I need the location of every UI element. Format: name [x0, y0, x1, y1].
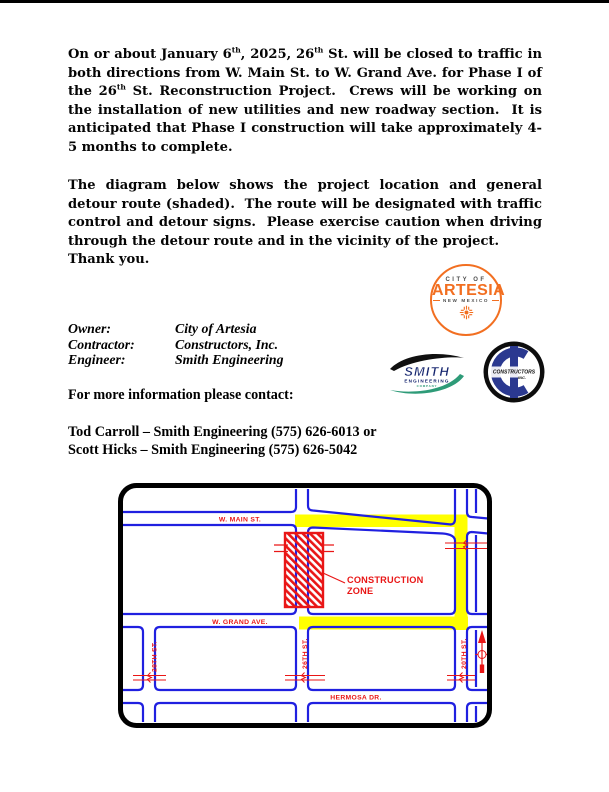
page-top-border	[0, 0, 609, 3]
contact-line-1: Tod Carroll – Smith Engineering (575) 626-6013 or	[68, 424, 377, 440]
party-row-engineer	[68, 352, 284, 368]
detour-paragraph	[68, 177, 542, 270]
project-parties	[68, 321, 284, 368]
contact-lines	[68, 423, 377, 459]
party-row-owner	[68, 321, 284, 337]
label-28th-st: 28TH ST.	[151, 641, 159, 672]
label-w-grand-ave: W. GRAND AVE.	[212, 619, 268, 626]
label-26th-st: 26TH ST.	[302, 638, 309, 669]
constructors-inc-logo	[482, 340, 546, 404]
break-26th-st	[285, 673, 325, 683]
constructors-logo-name: CONSTRUCTORS	[492, 369, 536, 376]
label-20th-st: 20TH ST.	[461, 638, 468, 669]
smith-logo-company: COMPANY	[416, 384, 438, 388]
break-28th-st	[133, 673, 166, 683]
smith-logo-name: SMITH	[404, 364, 450, 379]
detour-20th-st-segment	[455, 515, 468, 631]
zia-sun-icon	[459, 305, 474, 320]
party-row-contractor	[68, 337, 284, 353]
contact-heading: For more information please contact:	[68, 387, 294, 403]
construction-zone-label-line2: ZONE	[347, 586, 374, 596]
constructors-logo-inc: INC.	[518, 375, 526, 380]
smith-engineering-logo	[386, 349, 468, 399]
label-hermosa-dr: HERMOSA DR.	[330, 694, 382, 702]
party-label: Owner:	[68, 321, 111, 336]
city-of-artesia-logo	[430, 264, 506, 336]
artesia-logo-newmexico: NEW MEXICO	[432, 298, 500, 303]
north-arrow-icon	[476, 630, 489, 673]
artesia-logo-cityof: CITY OF	[445, 277, 487, 283]
party-value: Smith Engineering	[175, 352, 284, 368]
closure-paragraph: On or about January 6th, 2025, 26th St. will be closed to traffic in both directions from W. Main St. to W. Grand Ave. for Phase I of the 26th St. Reconstruction Project. Crews will be working on the installation of new utilities and new roadway section. It is anticipated that Phase I construction will take approximately 4-5 months to complete.	[68, 45, 542, 155]
thank-you-line: Thank you.	[68, 252, 150, 268]
party-label: Engineer:	[68, 352, 126, 368]
artesia-logo-name: ARTESIA	[432, 282, 506, 299]
detour-map-svg	[118, 483, 492, 728]
party-value: City of Artesia	[175, 321, 257, 336]
zone-leader-line	[323, 573, 345, 583]
detour-paragraph-text: The diagram below shows the project location and general detour route (shaded). The route will be designated with traffic control and detour signs. Please exercise caution when driving through the detour route and in the vicinity of the project.	[68, 178, 542, 249]
smith-logo-sub: ENGINEERING	[404, 378, 450, 384]
construction-zone-hatch	[285, 533, 323, 607]
detour-map	[118, 483, 492, 728]
construction-zone-label-line1: CONSTRUCTION	[347, 575, 424, 585]
label-w-main-st: W. MAIN ST.	[218, 516, 262, 524]
contact-line-2: Scott Hicks – Smith Engineering (575) 626-5042	[68, 442, 358, 458]
party-label: Contractor:	[68, 336, 135, 352]
party-value: Constructors, Inc.	[175, 336, 279, 352]
break-20th-st-south	[447, 673, 475, 683]
